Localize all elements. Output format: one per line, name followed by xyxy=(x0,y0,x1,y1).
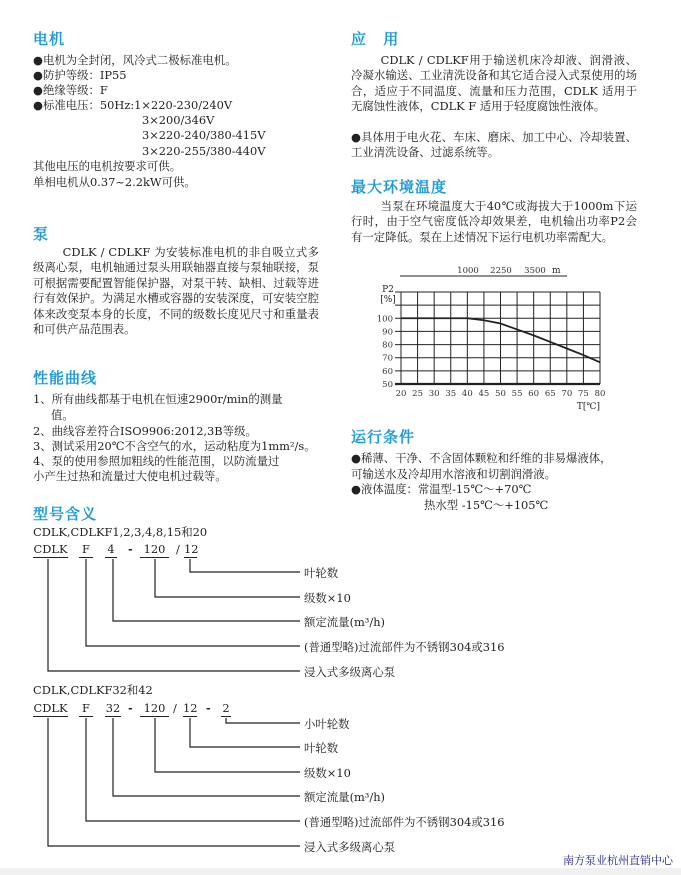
top-axis-tick-label: 1000 xyxy=(457,266,479,276)
footer-text: 南方泵业杭州直销中心 xyxy=(563,854,673,867)
curves-item: 2、曲线容差符合ISO9906:2012,3B等级。 xyxy=(33,424,257,438)
top-axis-unit: m xyxy=(552,266,561,276)
connector-line xyxy=(155,718,300,772)
operating-item: ●稀薄、干净、不含固体颗粒和纤维的非易爆液体， xyxy=(351,451,612,465)
code-part: F xyxy=(79,701,93,717)
x-tick-label: 50 xyxy=(495,389,506,399)
code-part: F xyxy=(79,542,93,558)
connector-line xyxy=(113,718,300,796)
motor-item: ●标准电压：50Hz:1×220-230/240V xyxy=(33,98,233,112)
application-heading: 应 用 xyxy=(351,30,405,48)
model-label: 级数×10 xyxy=(304,766,351,780)
motor-item: ●防护等级：IP55 xyxy=(33,68,127,82)
connector-line xyxy=(190,559,300,572)
y-tick-label: 70 xyxy=(382,353,393,364)
motor-heading: 电机 xyxy=(33,30,66,48)
motor-note: 其他电压的电机按要求可供。 xyxy=(33,159,182,173)
x-tick-label: 65 xyxy=(544,389,556,399)
application-text: CDLK / CDLKF用于输送机床冷却液、润滑液、冷凝水输送、工业清洗设备和其它适合浸入式泵使用的场合，适应于不同温度、流量和压力范围，CDLK 适用于无腐蚀性液体，CDLK F 适用于轻度腐蚀性液体。 xyxy=(351,53,637,114)
x-tick-label: 80 xyxy=(594,389,606,399)
pump-text: CDLK / CDLKF 为安装标准电机的非自吸立式多级离心泵，电机轴通过泵头用联轴器直接与泵轴联接，泵可根据需要配置智能保护器，对泵干转、缺相、过载等进行有效保护。为满足水槽或容器的安装深度，可安装空腔体来改变泵本身的长度，不同的级数长度见尺寸和重量表和可供产品范围表。 xyxy=(33,245,319,337)
curves-item: 3、测试采用20℃不含空气的水，运动粘度为1mm²/s。 xyxy=(33,439,316,453)
x-axis-label: T[℃] xyxy=(576,402,600,412)
model-label: 级数×10 xyxy=(304,591,351,605)
pump-heading: 泵 xyxy=(33,225,50,243)
model-label: 额定流量(m³/h) xyxy=(304,615,385,629)
y-tick-label: 60 xyxy=(382,366,393,377)
top-axis-tick-label: 3500 xyxy=(524,266,546,276)
footer-bar xyxy=(0,868,681,875)
y-tick-label: 100 xyxy=(376,314,393,325)
code-part: 12 xyxy=(184,542,199,556)
code-part: CDLK xyxy=(33,701,68,715)
code-part: 32 xyxy=(105,701,121,715)
x-tick-label: 25 xyxy=(412,389,423,399)
operating-item: 可输送水及冷却用水溶液和切割润滑液。 xyxy=(351,467,557,481)
motor-voltage: 3×220-255/380-440V xyxy=(142,144,266,158)
x-tick-label: 55 xyxy=(511,389,523,399)
curves-item: 1、所有曲线都基于电机在恒速2900r/min的测量 xyxy=(33,392,283,406)
x-tick-label: 75 xyxy=(578,389,589,399)
model-label: (普通型略)过流部件为不锈钢304或316 xyxy=(304,640,505,654)
curves-item: 小产生过热和流量过大使电机过载等。 xyxy=(33,469,227,483)
x-tick-label: 45 xyxy=(478,389,490,399)
x-tick-label: 60 xyxy=(528,389,540,399)
model-label: 叶轮数 xyxy=(304,741,339,755)
motor-voltage: 3×200/346V xyxy=(142,113,215,127)
connector-line xyxy=(113,559,300,621)
x-tick-label: 70 xyxy=(561,389,573,399)
ambient-text: 当泵在环境温度大于40℃或海拔大于1000m下运行时，由于空气密度低冷却效果差，电机输出功率P2会有一定降低。泵在上述情况下运行电机功率需配大。 xyxy=(351,199,637,244)
curves-item: 值。 xyxy=(51,408,74,422)
operating-item: ●液体温度：常温型-15℃～+70℃ xyxy=(351,482,532,496)
curves-item: 4、泵的使用参照加粗线的性能范围，以防流量过 xyxy=(33,454,280,468)
y-axis-label-p2: P2 xyxy=(382,285,394,295)
code-sep: - xyxy=(128,542,133,556)
y-axis-label-unit: [%] xyxy=(380,295,396,305)
motor-item: ●绝缘等级：F xyxy=(33,83,108,97)
y-tick-label: 80 xyxy=(382,340,393,351)
x-tick-label: 20 xyxy=(395,389,407,399)
model-label: 浸入式多级离心泵 xyxy=(304,665,396,679)
code-part: 2 xyxy=(222,701,230,715)
model-label: 浸入式多级离心泵 xyxy=(304,840,396,854)
model-group2-caption: CDLK,CDLKF32和42 xyxy=(33,683,153,697)
y-tick-label: 90 xyxy=(382,327,393,338)
code-sep: / xyxy=(173,701,177,715)
code-part: 120 xyxy=(140,701,169,717)
derating-chart xyxy=(360,262,620,412)
application-bullet: ●具体用于电火花、车床、磨床、加工中心、冷却装置、工业清洗设备、过滤系统等。 xyxy=(351,130,637,160)
connector-line xyxy=(226,718,300,723)
curves-heading: 性能曲线 xyxy=(33,369,98,387)
operating-heading: 运行条件 xyxy=(351,428,416,446)
x-tick-label: 40 xyxy=(461,389,473,399)
code-sep: - xyxy=(206,701,211,715)
motor-item: ●电机为全封闭，风冷式二极标准电机。 xyxy=(33,53,237,67)
connector-line xyxy=(190,718,300,747)
top-axis-tick-label: 2250 xyxy=(490,266,512,276)
x-tick-label: 30 xyxy=(428,389,440,399)
code-part: 12 xyxy=(183,701,198,715)
model-label: 叶轮数 xyxy=(304,566,339,580)
code-part: 120 xyxy=(140,542,169,558)
code-sep: - xyxy=(128,701,133,715)
model-group1-caption: CDLK,CDLKF1,2,3,4,8,15和20 xyxy=(33,525,208,539)
model-label: (普通型略)过流部件为不锈钢304或316 xyxy=(304,815,505,829)
motor-voltage: 3×220-240/380-415V xyxy=(142,128,266,142)
y-tick-label: 50 xyxy=(382,380,393,390)
operating-hot: 热水型 -15℃～+105℃ xyxy=(424,498,549,512)
model-label: 额定流量(m³/h) xyxy=(304,790,385,804)
model-label: 小叶轮数 xyxy=(304,717,350,731)
model-heading: 型号含义 xyxy=(33,505,98,523)
ambient-heading: 最大环境温度 xyxy=(351,178,448,196)
connector-line xyxy=(86,718,300,821)
code-part: CDLK xyxy=(33,542,68,556)
model-code-2 xyxy=(0,701,340,717)
code-part: 4 xyxy=(105,542,117,558)
x-tick-label: 35 xyxy=(445,389,457,399)
motor-note: 单相电机从0.37~2.2kW可供。 xyxy=(33,175,196,189)
code-sep: / xyxy=(176,542,180,556)
connector-line xyxy=(155,559,300,597)
